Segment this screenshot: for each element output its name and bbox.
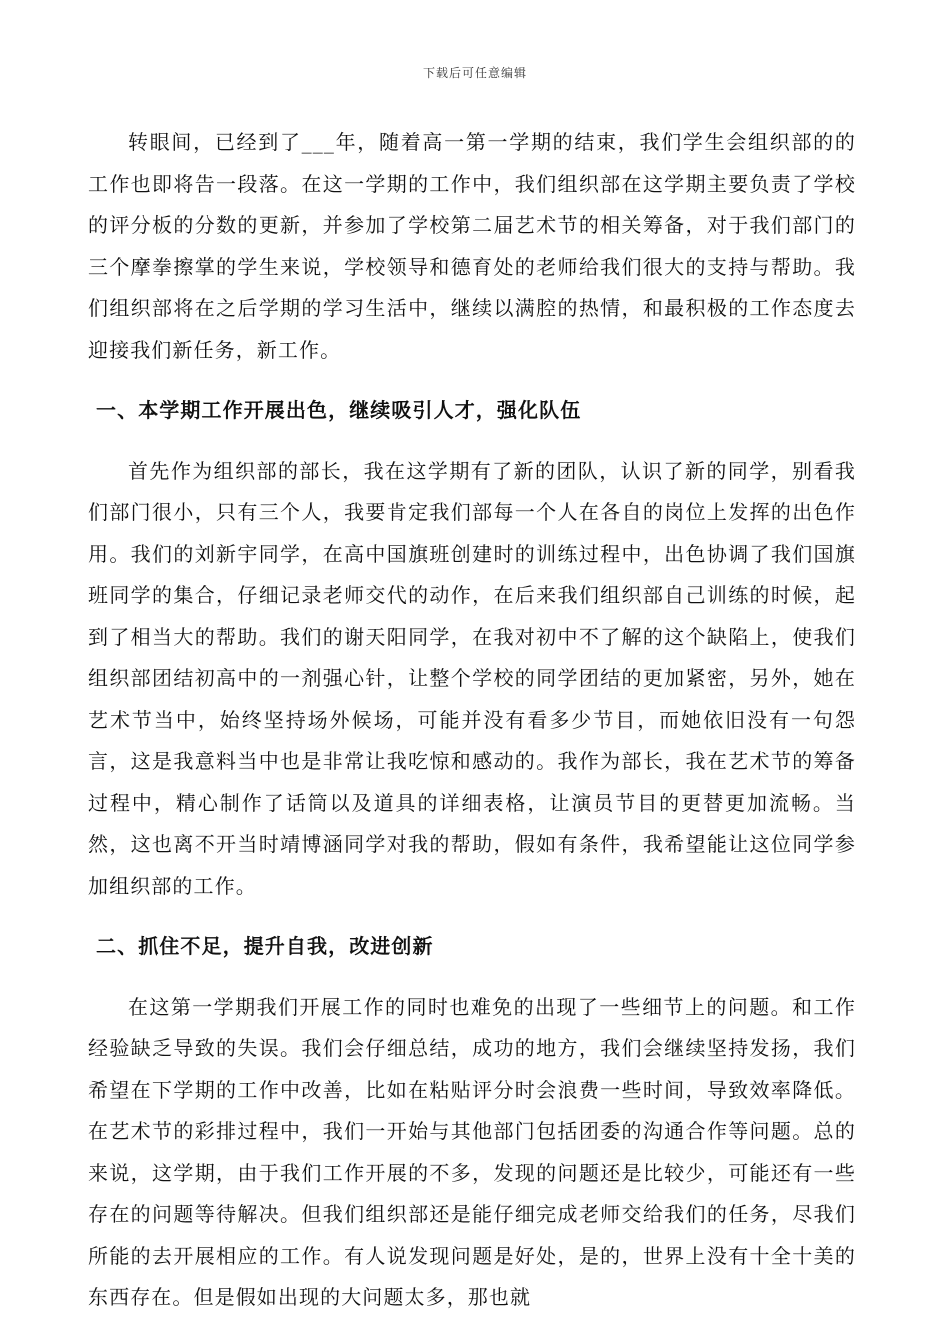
page-header-note: 下载后可任意编辑 (422, 66, 527, 80)
year-blank: ___ (301, 130, 335, 154)
intro-text-rest: 年，随着高一第一学期的结束，我们学生会组织部的的工作也即将告一段落。在这一学期的工作中，我们组织部在这学期主要负责了学校的评分板的分数的更新，并参加了学校第二届艺术节的相关筹备，对于我们部门的三个摩拳擦掌的学生来说，学校领导和德育处的老师给我们很大的支持与帮助。我们组织部将在之后学期的学习生活中，继续以满腔的热情，和最积极的工作态度去迎接我们新任务，新工作。 (88, 130, 856, 362)
section-2-heading: 二、抓住不足，提升自我，改进创新 (96, 934, 434, 958)
document-body (88, 122, 856, 1319)
intro-paragraph (88, 122, 856, 371)
section-1-heading: 一、本学期工作开展出色，继续吸引人才，强化队伍 (96, 398, 582, 422)
intro-text-start: 转眼间，已经到了 (128, 130, 302, 154)
section-2-paragraph: 在这第一学期我们开展工作的同时也难免的出现了一些细节上的问题。和工作经验缺乏导致的失误。我们会仔细总结，成功的地方，我们会继续坚持发扬，我们希望在下学期的工作中改善，比如在粘贴评分时会浪费一些时间，导致效率降低。在艺术节的彩排过程中，我们一开始与其他部门包括团委的沟通合作等问题。总的来说，这学期，由于我们工作开展的不多，发现的问题还是比较少，可能还有一些存在的问题等待解决。但我们组织部还是能仔细完成老师交给我们的任务，尽我们所能的去开展相应的工作。有人说发现问题是好处，是的，世界上没有十全十美的东西存在。但是假如出现的大问题太多，那也就 (88, 994, 856, 1309)
section-1-paragraph: 首先作为组织部的部长，我在这学期有了新的团队，认识了新的同学，别看我们部门很小，只有三个人，我要肯定我们部每一个人在各自的岗位上发挥的出色作用。我们的刘新宇同学，在高中国旗班创建时的训练过程中，出色协调了我们国旗班同学的集合，仔细记录老师交代的动作，在后来我们组织部自己训练的时候，起到了相当大的帮助。我们的谢天阳同学，在我对初中不了解的这个缺陷上，使我们组织部团结初高中的一剂强心针，让整个学校的同学团结的更加紧密，另外，她在艺术节当中，始终坚持场外候场，可能并没有看多少节目，而她依旧没有一句怨言，这是我意料当中也是非常让我吃惊和感动的。我作为部长，我在艺术节的筹备过程中，精心制作了话筒以及道具的详细表格，让演员节目的更替更加流畅。当然，这也离不开当时靖博涵同学对我的帮助，假如有条件，我希望能让这位同学参加组织部的工作。 (88, 458, 856, 898)
